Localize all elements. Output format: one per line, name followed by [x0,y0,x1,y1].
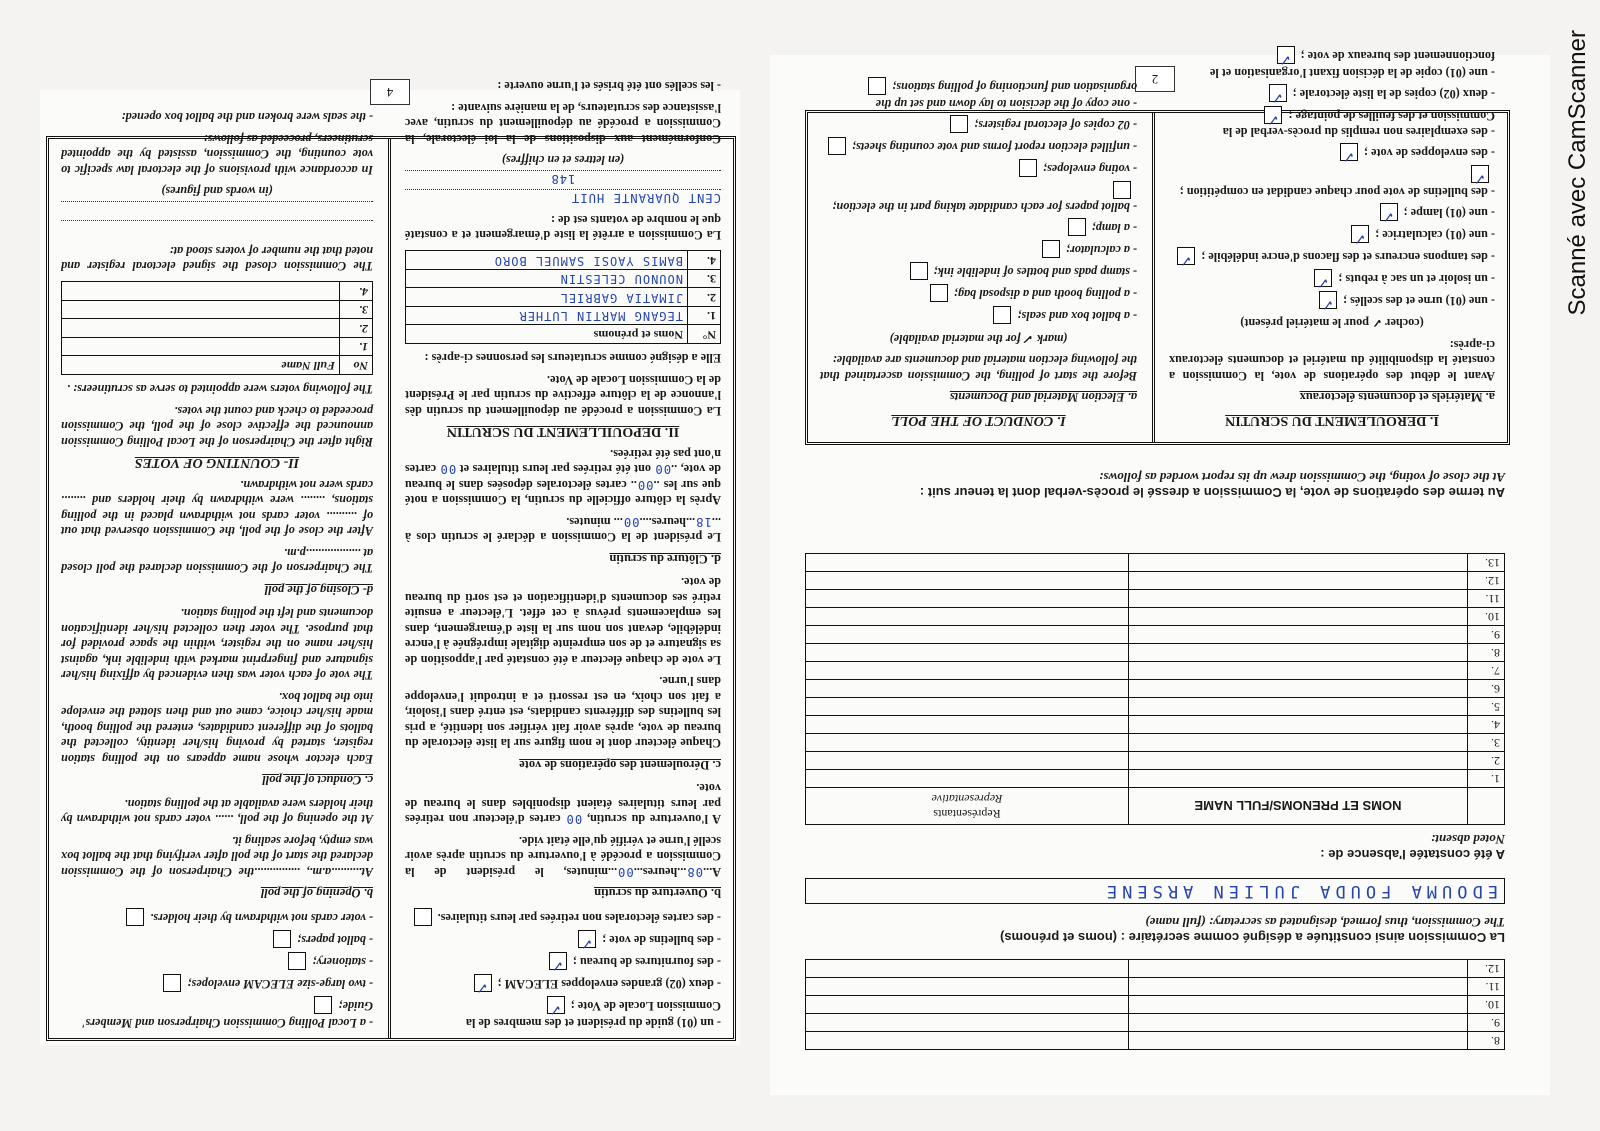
secretary-section: La Commission ainsi constituée a désigné comme secrétaire : (noms et prénoms) The Commission, thus formed, designated as secretary: (full name) EDOUMA FOUDA JULIEN ARSENE A été constatée l'absence de : Noted absent: [805,831,1505,945]
material-item: - deux (02) grandes enveloppes ELECAM ;✓ [405,975,721,993]
table-row: 5. [806,698,1505,716]
material-item: - des cartes électorales non retirées par leurs titulaires. [405,909,721,927]
checkbox[interactable] [288,953,306,971]
opening-hours-field[interactable]: 08 [686,865,704,879]
scrutineers-table-fr: N° Noms et prénoms 1. TEGANG MARTIN LUTHER 2. JIMATIA GABRIEL 3. NOUNOU CELESTIN 4. BAMIS YAOSI SAMUEL BORO [405,251,721,345]
closing-cards-paragraph: Après la clôture officielle du scrutin, la Commission a noté que sur les ..00.. cartes électorales déposées dans le bureau de vote, ..00 ont été retirées par leurs titulaires et 00 cartes n'ont pas été retirées. [404,447,721,508]
absent-name-field[interactable] [1129,554,1468,572]
material-item: - une (01) calculatrice ;✓ [1169,225,1495,243]
conduct-paragraph-2: The vote of each voter was then evidenced by affixing his/her signature and fingerprint marked with indelible ink, against his/her name on the register, within the space provided for that purpose. The voter then collected his/her identification documents and left the polling station. [61,606,373,683]
member-rep-field[interactable] [806,1032,1129,1050]
counting-paragraph-2: Elle a désigné comme scrutateurs les personnes ci-après : [424,351,721,366]
checkbox[interactable] [273,931,291,949]
section-ii-title: II- COUNTING OF VOTES [134,455,300,471]
checkbox[interactable] [1319,291,1337,309]
scrutineer-name-field[interactable] [62,301,340,320]
absent-rep-field[interactable] [806,698,1129,716]
absent-rep-field[interactable] [806,770,1129,788]
scrutineer-name-field[interactable] [62,282,340,301]
counting-paragraph-5: - the seals were broken and the ballot box opened: [121,110,373,125]
absent-name-field[interactable] [1129,734,1468,752]
material-item: - un isoloir et un sac à rebuts ;✓ [1169,269,1495,287]
material-item: - des enveloppes de vote ;✓ [1169,144,1495,162]
cards-not-withdrawn-field[interactable]: 00 [439,462,457,477]
material-item: - des bulletins de vote pour chaque candidat en compétition ;✓ [1169,166,1495,200]
opening-cards-paragraph: A l'ouverture du scrutin, 00 cartes d'électeur non retirées par leurs titulaires étaient disponibles dans le bureau de vote. [405,781,721,827]
checkbox[interactable] [1264,106,1282,124]
checkbox[interactable] [1340,144,1358,162]
section-a-title: a. Matériels et documents électoraux [1299,390,1495,405]
checkbox[interactable] [314,997,332,1015]
camscanner-watermark: Scanné avec CamScanner [1564,30,1591,316]
absent-name-field[interactable] [1129,572,1468,590]
section-b-title: b. Ouverture du scrutin [594,886,721,901]
checkbox[interactable] [868,78,886,96]
member-rep-field[interactable] [806,978,1129,996]
absent-rep-field[interactable] [806,572,1129,590]
opening-paragraph: At..........a.m., ...............the Chairperson of the Commission declared the start of the poll after verifying that the ballot box was empty, before sealing it. [61,834,373,879]
material-item: - des exemplaires non remplis du procès-verbal de la Commission et des feuilles de pointage ;✓ [1169,106,1495,140]
voters-count-paragraph: La Commission a arrêté la liste d'émargement et a constaté que le nombre de votants est de : [405,213,721,243]
members-table-top [805,959,1505,1050]
checkbox[interactable] [126,909,144,927]
table-row: 10. [806,608,1505,626]
table-row: 7. [806,662,1505,680]
absent-name-field[interactable] [1129,716,1468,734]
absent-name-field[interactable] [1129,752,1468,770]
absent-name-field[interactable] [1129,608,1468,626]
checkbox[interactable] [1314,269,1332,287]
page-number: 4 [370,79,410,105]
report-intro: Au terme des opérations de vote, la Commission a dressé le procès-verbal dont la teneur suit : At the close of voting, the Commission drew up its report worded as follows: [919,470,1505,500]
checkbox[interactable] [547,997,565,1015]
column-divider [384,139,391,1038]
checkbox[interactable] [578,931,596,949]
opening-minutes-field[interactable]: 00 [617,865,634,879]
material-item: - unfilled election report forms and vote counting sheets; [820,137,1137,155]
member-name-field[interactable] [1129,960,1468,978]
absent-name-field[interactable] [1129,590,1468,608]
french-column [393,79,733,1038]
checkbox[interactable] [1177,247,1195,265]
checkbox[interactable] [950,115,968,133]
scrutineer-name-field[interactable]: NOUNOU CELESTIN [406,270,688,289]
table-row: 9. [806,1014,1505,1032]
material-item: - a calculator; [820,241,1137,259]
material-item: - des fournitures de bureau ;✓ [405,953,721,971]
checkbox[interactable] [1019,159,1037,177]
material-item: - un (01) guide du président et des membres de la Commission Locale de Vote ;✓ [405,997,721,1031]
section-b-title: b. Opening of the poll [260,886,373,901]
conduct-paragraph-1: Chaque électeur dont le nom figure sur la liste électorale du bureau de vote, après avoir fait vérifier son identité, a pris les bulletins des différents candidats, est entré dans l'isoloir, a fait son choix, en est ressorti et a introduit l'enveloppe dans l'urne. [405,674,721,751]
secretary-name-field[interactable]: EDOUMA FOUDA JULIEN ARSENE [805,878,1505,904]
section-c-title: c. Déroulement des opérations de vote [519,758,721,772]
checkbox[interactable] [1380,203,1398,221]
counting-paragraph-1: Right after the Chairperson of the Local Polling Commission announced the effective close of the poll, the Commission proceeded to check and count the votes. [61,404,373,449]
member-name-field[interactable] [1129,978,1468,996]
material-item: - a polling booth and a disposal bag; [820,285,1137,303]
closing-cards-paragraph: After the close of the poll, the Commission observed that out of .......... voter cards not withdrawn placed in the polling stations, ........ were withdrawn by their holders and ........ cards were not withdrawn. [61,478,373,539]
member-rep-field[interactable] [806,1014,1129,1032]
table-row: 12. [806,960,1505,978]
checkbox[interactable] [1042,241,1060,259]
counting-paragraph-2: The following voters were appointed to serve as scrutineers: . [66,382,373,397]
scanned-page-4 [40,79,740,1045]
table-row: 2. [62,319,373,338]
counting-paragraph-5: - les scellés ont été brisés et l'urne ouverte : [497,79,721,94]
conduct-paragraph-1: Each elector whose name appears on the polling station register, started by proving his/her identity, collected the ballots of the different candidates, entered the polling booth, made his/her choice, came out and then slotted the envelope into the ballot box. [61,690,373,766]
cards-withdrawn-field[interactable]: 00 [654,462,672,477]
table-row: 11. [806,590,1505,608]
material-item: - ballot papers; [61,931,373,949]
material-item: - a ballot box and seals; [820,307,1137,325]
absent-rep-field[interactable] [806,752,1129,770]
table-row: 13. [806,554,1505,572]
materials-list-en [61,909,373,1031]
material-item: - stamp pads and bottles of indelible ink; [820,263,1137,281]
counting-paragraph-4: In accordance with provisions of the electoral law specific to vote counting, the Commission, assisted by the appointed scrutineers, proceeded as follows: [61,132,373,177]
table-row: 4. [806,716,1505,734]
checkbox[interactable] [1351,225,1369,243]
section-d-title: d- Closing of the poll [264,583,373,597]
table-row: 8. [806,644,1505,662]
table-row: 3. [62,301,373,320]
material-item: - des tampons encreurs et des flacons d'encre indélébile ;✓ [1169,247,1495,265]
absent-rep-field[interactable] [806,644,1129,662]
absent-rep-field[interactable] [806,590,1129,608]
material-item: - voter cards not withdrawn by their holders. [61,909,373,927]
member-name-field[interactable] [1129,996,1468,1014]
scrutineers-table-en: No Full Name 1. 2. 3. 4. [61,282,373,376]
absent-name-field[interactable] [1129,644,1468,662]
checkbox[interactable] [993,307,1011,325]
closing-hours-field[interactable]: 18 [695,515,712,529]
absent-name-field[interactable] [1129,770,1468,788]
material-item: - 02 copies of electoral registers; [820,115,1137,133]
table-row: 12. [806,572,1505,590]
section-ii-title: II. DEPOUILLEMENT DU SCRUTIN [446,424,680,440]
checkbox[interactable] [1113,181,1131,199]
absent-rep-field[interactable] [806,608,1129,626]
scrutineer-name-field[interactable] [62,338,340,357]
closing-paragraph: Le président de la Commission a déclaré le scrutin clos à ...18...heures....00... minutes. [405,515,721,545]
cards-deposited-field[interactable]: 00 [636,478,654,492]
cards-available-field[interactable]: 00 [565,812,583,827]
checkbox[interactable] [474,975,492,993]
section-c-title: c. Conduct of the poll [262,773,373,788]
page-number: 2 [1135,66,1175,92]
member-name-field[interactable] [1129,1014,1468,1032]
absent-rep-field[interactable] [806,662,1129,680]
opening-cards-paragraph: At the opening of the poll, ...... voter cards not withdrawn by their holders were available at the polling station. [61,797,373,827]
absent-name-field[interactable] [1129,698,1468,716]
absent-name-field[interactable] [1129,626,1468,644]
table-row: 10. [806,996,1505,1014]
absent-rep-field[interactable] [806,554,1129,572]
checkbox[interactable] [910,263,928,281]
section-d-title: d. Clôture du scrutin [609,552,721,566]
english-column: I. CONDUCT OF THE POLL a. Election Material and Documents Before the start of polling, the Commission ascertained that the following election material and documents are available: (mark ✓ for the material available) - a ballot box and seals; - a polling booth and a disposal bag; - stamp pads and bottles of indelible ink; - a calculator; - a lamp; - ballot papers for each candidate taking part in the election; - voting envelopes; - unfilled election report forms and vote counting sheets; - 02 copies of electoral registers; - one copy of the decision to lay down and set up the organisation and functioning of polling stations; [808,113,1149,442]
member-rep-field[interactable] [806,996,1129,1014]
scanned-page-2 [770,49,1550,1095]
voters-words-field[interactable]: CENT QUARANTE HUIT [405,190,721,206]
table-row: 3. [806,734,1505,752]
french-column: I. DEROULEMENT DU SCRUTIN a. Matériels et documents électoraux Avant le début des opérations de vote, la Commission a constaté la disponibilité du matériel et documents électoraux ci-après: (cocher ✓ pour le matériel présent) - une (01) urne et des scellés ;✓ - un isoloir et un sac à rebuts ;✓ - des tampons encreurs et des flacons d'encre indélébile ;✓ - une (01) calculatrice ;✓ - une (01) lampe ;✓ - des bulletins de vote pour chaque candidat en compétition ;✓ - des enveloppes de vote ;✓ - des exemplaires non remplis du procès-verbal de la Commission et des feuilles de pointage ;✓ - deux (02) copies de la liste électorale ;✓ - une (01) copie de la décision fixant l'organisation et le fonctionnement des bureaux de vote ;✓ [1157,113,1507,442]
absent-name-field[interactable] [1129,680,1468,698]
checkbox[interactable] [930,285,948,303]
scrutineer-name-field[interactable]: JIMATIA GABRIEL [406,288,688,307]
table-row: 4. [62,282,373,301]
checkbox[interactable] [163,975,181,993]
scrutineer-name-field[interactable]: BAMIS YAOSI SAMUEL BORO [406,251,688,270]
section-i-title: I. CONDUCT OF THE POLL [891,413,1066,428]
table-row: 6. [806,680,1505,698]
table-row: 2. JIMATIA GABRIEL [406,288,721,307]
table-row: 3. NOUNOU CELESTIN [406,270,721,289]
material-item: - one copy of the decision to lay down and set up the organisation and functioning of polling stations; [820,78,1137,112]
member-name-field[interactable] [1129,1032,1468,1050]
scrutineer-name-field[interactable]: TEGANG MARTIN LUTHER [406,307,688,326]
column-divider [1148,113,1155,442]
material-item: - une (01) copie de la décision fixant l'organisation et le fonctionnement des bureaux de vote ;✓ [1169,47,1495,81]
material-item: - ballot papers for each candidate taking part in the election; [820,181,1137,215]
absent-rep-field[interactable] [806,734,1129,752]
absent-rep-field[interactable] [806,680,1129,698]
table-row: 11. [806,978,1505,996]
checkbox[interactable] [1471,166,1489,184]
counting-paragraph-1: La Commission a procédé au dépouillement du scrutin dès l'annonce de la clôture effective du scrutin par le Président de la Commission Locale de Vote. [405,373,721,418]
absent-name-field[interactable] [1129,662,1468,680]
voters-count-paragraph: The Commission closed the signed electoral register and noted that the number of voters stood at: [61,244,373,274]
counting-paragraph-4: Conformément aux dispositions de la loi électorale, la Commission a procédé au dépouillement du scrutin, avec l'assistance des scrutateurs, de la manière suivante : [405,101,721,146]
table-row: 1. [806,770,1505,788]
absent-rep-field[interactable] [806,626,1129,644]
closing-paragraph: The Chairperson of the Commission declared the poll closed at ..................p.m. [61,546,373,576]
closing-minutes-field[interactable]: 00 [622,515,640,529]
materials-list-fr [405,909,721,1031]
table-row: 4. BAMIS YAOSI SAMUEL BORO [406,251,721,270]
checkbox[interactable] [1269,84,1287,102]
checkbox[interactable] [1068,219,1086,237]
voters-figures-field[interactable]: 148 [405,171,721,187]
voters-figures-field[interactable] [61,202,373,218]
material-item: - a Local Polling Commission Chairperson and Members' Guide; [61,997,373,1031]
absent-members-table: NOMS ET PRENOMS/FULL NAME Représentants Representative 1. 2. 3. 4. 5. 6. 7. 8. 9. 10. 11. 12. 13. [805,553,1505,825]
english-column [49,110,385,1038]
table-row: 8. [806,1032,1505,1050]
voters-hint: (in words and figures) [161,184,273,199]
section-a-title: a. Election Material and Documents [949,390,1137,405]
material-item: - a lamp; [820,219,1137,237]
section-i-title: I. DEROULEMENT DU SCRUTIN [1225,413,1439,428]
absent-rep-field[interactable] [806,716,1129,734]
material-item: - une (01) lampe ;✓ [1169,203,1495,221]
checkbox[interactable] [1277,47,1295,65]
checkbox[interactable] [549,953,567,971]
material-item: - voting envelopes; [820,159,1137,177]
checkbox[interactable] [414,909,432,927]
opening-paragraph: A...08...heures...00...minutes, le président de la Commission a procédé à l'ouverture du scrutin après avoir scellé l'urne et vérifié qu'elle était vide. [405,834,721,879]
conduct-frame [805,49,1510,445]
checkbox[interactable] [828,137,846,155]
table-row: 1. TEGANG MARTIN LUTHER [406,307,721,326]
voters-hint: (en lettres et en chiffres) [501,153,625,168]
member-rep-field[interactable] [806,960,1129,978]
scrutineer-name-field[interactable] [62,319,340,338]
table-row: 1. [62,338,373,357]
material-item: - two large-size ELECAM envelopes; [61,975,373,993]
table-row: 9. [806,626,1505,644]
material-item: - une (01) urne et des scellés ;✓ [1169,291,1495,309]
voters-words-field[interactable] [61,221,373,237]
material-item: - des bulletins de vote ;✓ [405,931,721,949]
material-item: - stationery; [61,953,373,971]
form-frame [46,79,736,1041]
conduct-paragraph-2: Le vote de chaque électeur a été constaté par l'apposition de sa signature et de son empreinte digitale imprégnée à l'encre indélébile, devant son nom sur la liste d'émargement, dans les emplacements prévus à cet effet. L'électeur a ensuite retiré ses documents d'identification et est sorti du bureau de vote. [405,575,721,667]
material-item: - deux (02) copies de la liste électorale ;✓ [1169,84,1495,102]
table-row: 2. [806,752,1505,770]
